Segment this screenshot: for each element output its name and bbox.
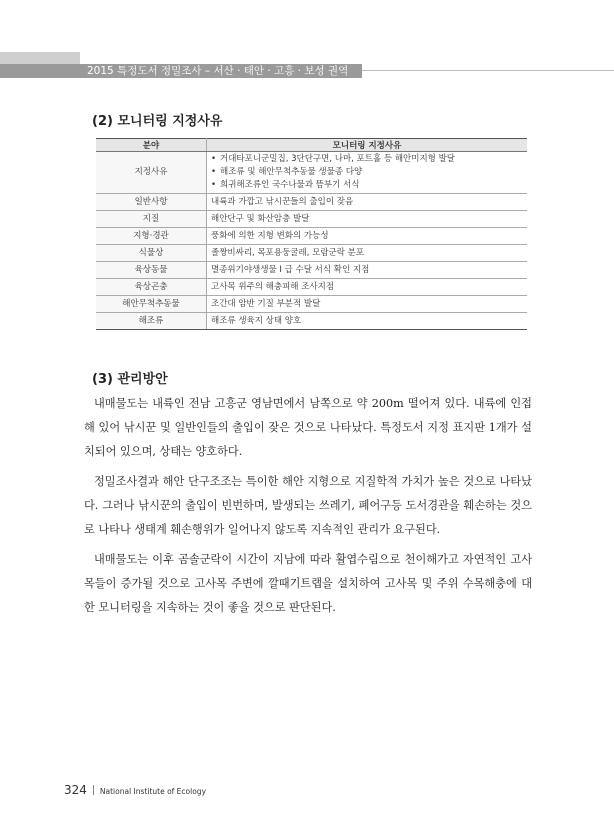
table-row <box>96 152 527 194</box>
col-header-reason: 모니터링 지정사유 <box>207 139 528 152</box>
row-reason: 고사목 위주의 해충피해 조사지점 <box>207 279 528 296</box>
row-reason: 조간대 암반 기질 부분적 발달 <box>207 296 528 313</box>
table-row <box>96 228 527 245</box>
running-header <box>0 64 362 78</box>
list-item: • 해조류 및 해안무척추동물 생물종 다양 <box>211 166 523 179</box>
row-category: 지정사유 <box>96 152 207 194</box>
row-reason: 내륙과 가깝고 낚시꾼들의 출입이 잦음 <box>207 194 528 211</box>
paragraph: 내매물도는 내륙인 전남 고흥군 영남면에서 남쪽으로 약 200m 떨어져 있다. 내륙에 인접해 있어 낚시꾼 및 일반인들의 출입이 잦은 것으로 나타났다. 특정도서 지정 표지판 1개가 설치되어 있으며, 상태는 양호하다. <box>84 397 532 458</box>
col-header-category: 분야 <box>96 139 207 152</box>
paragraph: 내매물도는 이후 곰솔군락이 시간이 지남에 따라 활엽수림으로 천이해가고 자연적인 고사목들이 증가될 것으로 고사목 주변에 깔때기트랩을 설치하여 고사목 및 주위 수목해충에 대한 모니터링을 지속하는 것이 좋을 것으로 판단된다. <box>84 553 532 614</box>
table-header-row <box>96 139 527 152</box>
table-row <box>96 279 527 296</box>
row-category: 지형·경관 <box>96 228 207 245</box>
table-row <box>96 211 527 228</box>
section-3-title: (3) 관리방안 <box>92 372 168 387</box>
row-category: 해조류 <box>96 313 207 330</box>
list-item: • 희귀해조류인 국수나물과 뜸부기 서식 <box>211 179 523 192</box>
row-category: 해안무척추동물 <box>96 296 207 313</box>
footer-organization: National Institute of Ecology <box>99 787 207 796</box>
table-row <box>96 313 527 330</box>
footer-separator <box>93 785 94 795</box>
row-reason: 멸종위기야생생물 I 급 수달 서식 확인 지점 <box>207 262 528 279</box>
table-row <box>96 194 527 211</box>
management-plan-body <box>84 392 532 626</box>
row-reason: 졸짱비싸리, 목포용둥굴레, 모람군락 분포 <box>207 245 528 262</box>
paragraph: 정밀조사결과 해안 단구조조는 특이한 해안 지형으로 지질학적 가치가 높은 것으로 나타났다. 그러나 낚시꾼의 출입이 빈번하며, 발생되는 쓰레기, 폐어구등 도서경관을 훼손하는 것으로 나타나 생태계 훼손행위가 일어나지 않도록 지속적인 관리가 요구된다. <box>84 475 532 536</box>
row-reason: 해조류 생육지 상태 양호 <box>207 313 528 330</box>
monitoring-reason-table <box>96 138 527 330</box>
row-category: 육상곤충 <box>96 279 207 296</box>
row-category: 육상동물 <box>96 262 207 279</box>
table-row <box>96 262 527 279</box>
row-reason: 풍화에 의한 지형 변화의 가능성 <box>207 228 528 245</box>
row-category: 식물상 <box>96 245 207 262</box>
page-number: 324 <box>64 783 87 797</box>
header-divider <box>362 70 614 71</box>
section-2-title: (2) 모니터링 지정사유 <box>92 114 223 129</box>
row-reason-list <box>207 152 528 194</box>
page-footer <box>64 783 206 797</box>
running-title: 2015 특정도서 정밀조사 – 서산 · 태안 · 고흥 · 보성 권역 <box>87 65 349 77</box>
row-category: 지질 <box>96 211 207 228</box>
table-row <box>96 296 527 313</box>
row-category: 일반사항 <box>96 194 207 211</box>
table-row <box>96 245 527 262</box>
list-item: • 거대타포니군밀집, 3단단구면, 나마, 포트홀 등 해안미지형 발달 <box>211 153 523 166</box>
row-reason: 해안단구 및 화산암층 발달 <box>207 211 528 228</box>
